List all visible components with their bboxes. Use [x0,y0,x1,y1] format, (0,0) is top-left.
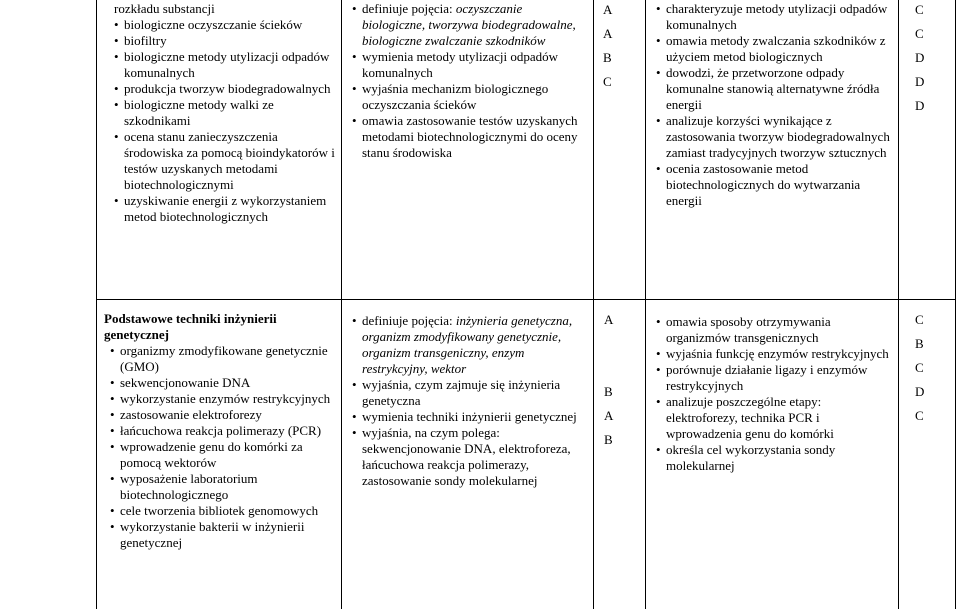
level-letter: D [915,50,925,65]
extended-levels-cell-row-1 [915,2,945,122]
content-cell-row-1 [114,1,336,225]
list-item [352,409,588,425]
content-cell-row-2 [104,311,338,551]
defined-terms: oczyszczanie biologiczne, tworzywa biodegradowalne, biologiczne zwalczanie szkodników [362,1,576,48]
level-letter: B [604,384,613,399]
list-item [352,377,588,409]
requirement-text: wymienia metody utylizacji odpadów komunalnych [362,49,559,80]
table-border [955,0,956,609]
basic-levels-cell-row-1 [603,2,633,98]
level-letter: A [604,408,614,423]
requirement-text: omawia zastosowanie testów uzyskanych metodami biotechnologicznymi do oceny stanu środowiska [362,113,578,160]
list-item: • omawia sposoby otrzymywania organizmów transgenicznych [656,314,894,346]
level-letter: C [915,408,924,423]
list-item: • ocena stanu zanieczyszczenia środowiska za pomocą bioindykatorów i testów uzyskanych metodami biotechnologicznymi [114,129,336,193]
table-border [898,0,899,609]
level-letter: C [915,26,924,41]
level-letter: D [915,98,925,113]
basic-requirements-cell-row-2 [352,313,588,489]
table-border [96,0,97,609]
list-item: • określa cel wykorzystania sondy molekularnej [656,442,894,474]
level-letter: A [604,312,614,327]
basic-levels-cell-row-2 [604,312,634,456]
table-border [593,0,594,609]
level-letter: B [915,336,924,351]
requirement-text: definiuje pojęcia: [362,1,456,16]
level-letter: D [915,384,925,399]
level-letter: D [915,74,925,89]
list-item [352,313,588,377]
topic-title: Podstawowe techniki inżynierii genetycznej [104,311,277,342]
extended-requirements-cell-row-1 [656,1,894,209]
list-item: • analizuje poszczególne etapy: elektroforezy, technika PCR i wprowadzenia genu do komórki [656,394,894,442]
list-item: • biologiczne oczyszczanie ścieków [114,17,336,33]
list-item: • produkcja tworzyw biodegradowalnych [114,81,336,97]
list-item [352,113,588,161]
list-item: • zastosowanie elektroforezy [104,407,338,423]
list-item: • wyjaśnia funkcję enzymów restrykcyjnych [656,346,894,362]
list-item: • łańcuchowa reakcja polimerazy (PCR) [104,423,338,439]
list-item: • omawia metody zwalczania szkodników z użyciem metod biologicznych [656,33,894,65]
list-item [352,425,588,489]
extended-requirements-cell-row-2 [656,314,894,474]
list-item: • uzyskiwanie energii z wykorzystaniem metod biotechnologicznych [114,193,336,225]
table-border [645,0,646,609]
requirement-text: wymienia techniki inżynierii genetycznej [362,409,577,424]
level-letter: A [603,2,613,17]
level-letter: A [603,26,613,41]
extended-levels-cell-row-2 [915,312,945,432]
list-item: • porównuje działanie ligazy i enzymów restrykcyjnych [656,362,894,394]
defined-terms: inżynieria genetyczna, organizm zmodyfikowany genetycznie, organizm transgeniczny, enzym restrykcyjny, wektor [362,313,573,376]
requirement-text: wyjaśnia mechanizm biologicznego oczyszczania ścieków [362,81,549,112]
level-letter: C [915,360,924,375]
table-border [341,0,342,609]
list-item [352,81,588,113]
list-item: rozkładu substancji [114,1,215,16]
table-border [96,299,956,300]
list-item: • wykorzystanie enzymów restrykcyjnych [104,391,338,407]
list-item: • biologiczne metody walki ze szkodnikami [114,97,336,129]
level-letter: B [603,50,612,65]
list-item [352,49,588,81]
list-item: • organizmy zmodyfikowane genetycznie (GMO) [104,343,338,375]
list-item: • dowodzi, że przetworzone odpady komunalne stanowią alternatywne źródła energii [656,65,894,113]
basic-requirements-cell-row-1 [352,1,588,161]
list-item: • biologiczne metody utylizacji odpadów komunalnych [114,49,336,81]
level-letter: C [603,74,612,89]
list-item: • analizuje korzyści wynikające z zastosowania tworzyw biodegradowalnych zamiast tradycyjnych tworzyw sztucznych [656,113,894,161]
list-item: • wprowadzenie genu do komórki za pomocą wektorów [104,439,338,471]
list-item [352,1,588,49]
requirement-text: definiuje pojęcia: [362,313,456,328]
list-item: • wyposażenie laboratorium biotechnologicznego [104,471,338,503]
list-item: • charakteryzuje metody utylizacji odpadów komunalnych [656,1,894,33]
level-letter: B [604,432,613,447]
list-item: • wykorzystanie bakterii w inżynierii genetycznej [104,519,338,551]
level-letter: C [915,2,924,17]
level-letter: C [915,312,924,327]
list-item: • cele tworzenia bibliotek genomowych [104,503,338,519]
list-item: • ocenia zastosowanie metod biotechnologicznych do wytwarzania energii [656,161,894,209]
list-item: • sekwencjonowanie DNA [104,375,338,391]
requirement-text: wyjaśnia, na czym polega: sekwencjonowanie DNA, elektroforeza, łańcuchowa reakcja polimerazy, zastosowanie sondy molekularnej [362,425,571,488]
requirement-text: wyjaśnia, czym zajmuje się inżynieria genetyczna [362,377,561,408]
list-item: • biofiltry [114,33,336,49]
